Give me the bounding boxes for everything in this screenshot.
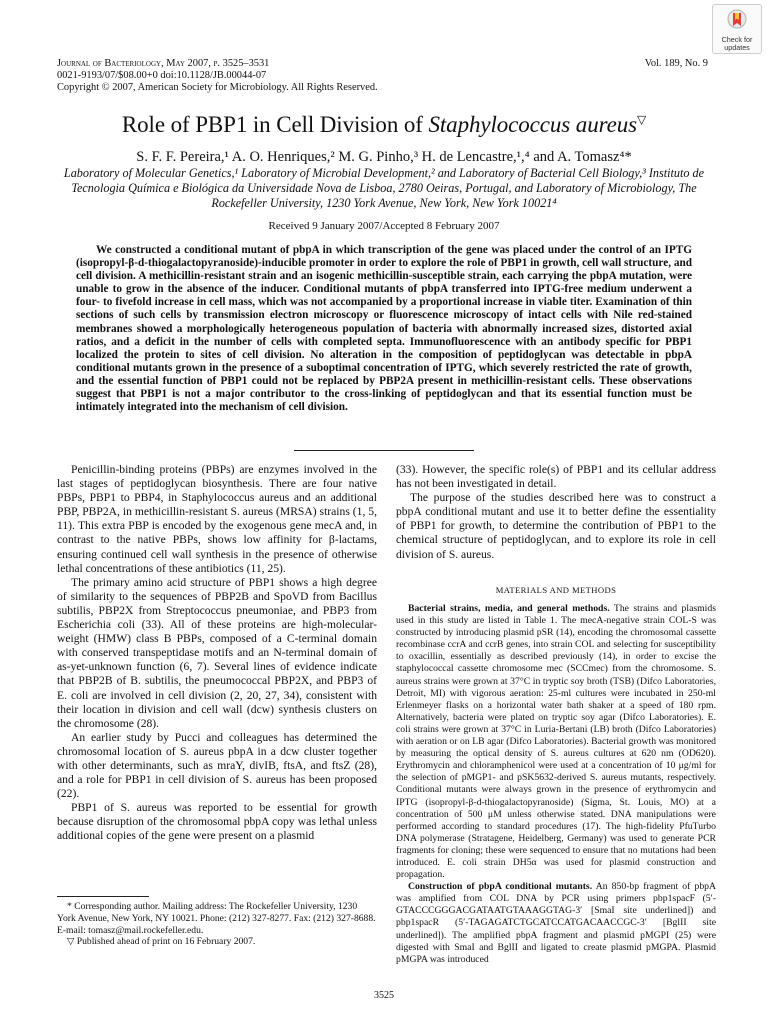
- intro-paragraph: An earlier study by Pucci and colleagues has determined the chromosomal location of S. aureus pbpA in a dcw cluster together with other determinants, such as mraY, divIB, ftsA, and ftsZ (28), and a role for PBP1 in cell division of S. aureus has been proposed (22).: [57, 730, 377, 801]
- methods-text: The strains and plasmids used in this study are listed in Table 1. The mecA-negative strain COL-S was constructed by introducing plasmid pSR (14), encoding the chromosomal cassette recombinase ccrA and ccrB genes, into strain COL and selecting for susceptibility to oxacillin, essentially as described previously (14), in order to excise the staphylococcal cassette chromosome mec (SCCmec) from the chromosome. S. aureus strains were grown at 37°C in tryptic soy broth (TSB) (Difco Laboratories, Detroit, MI) with vigorous aeration: 25-ml cultures were incubated in 250-ml Erlenmeyer flasks on a horizontal water bath shaker at a speed of 180 rpm. Alternatively, bacteria were plated on tryptic soy agar (Difco Laboratories). E. coli strains were grown at 37°C in Luria-Bertani (LB) broth (Difco Laboratories) with aeration or on LB agar (Difco Laboratories). Bacterial growth was monitored by measuring the optical density of S. aureus cultures at 620 nm (OD620). Erythromycin and chloramphenicol were used at a concentration of 10 μg/ml for the selection of pMGP1- and pSK5632-derived S. aureus mutants, respectively. Conditional mutants were always grown in the presence of erythromycin and IPTG (isopropyl-β-d-thiogalactopyranoside) (Sigma, St. Louis, MO) at a concentration of 500 μM unless otherwise stated. DNA manipulations were performed according to standard procedures (17). The high-fidelity PfuTurbo DNA polymerase (Stratagene, Heidelberg, Germany) was used to generate PCR fragments for cloning; these were sequenced to ensure that no mutations had been introduced. E. coli strain DH5α was used for plasmid construction and propagation.: [396, 603, 716, 881]
- methods-section: [396, 603, 716, 966]
- methods-paragraph: [396, 881, 716, 966]
- footnote-corresponding-author: * Corresponding author. Mailing address: The Rockefeller University, 1230 York Avenue, New York, NY 10021. Phone: (212) 327-8277. Fax: (212) 327-8688. E-mail: tomasz@mail.rockefeller.edu.: [57, 901, 376, 936]
- footnote-divider: [57, 896, 149, 897]
- intro-right-column: [396, 463, 716, 562]
- volume-issue: Vol. 189, No. 9: [644, 58, 708, 69]
- methods-subheading: Bacterial strains, media, and general methods.: [408, 603, 610, 614]
- abstract-text: We constructed a conditional mutant of pbpA in which transcription of the gene was placed under the control of an IPTG (isopropyl-β-d-thiogalactopyranoside)-inducible promoter in order to explore the role of PBP1 in growth, cell wall structure, and cell division. A methicillin-resistant strain and an isogenic methicillin-susceptible strain, each carrying the pbpA mutation, were unable to grow in the absence of the inducer. Conditional mutants of pbpA transferred into IPTG-free medium underwent a four- to fivefold increase in cell mass, which was not accompanied by a proportional increase in viable titer. Examination of thin sections of such cells by transmission electron microscopy or fluorescence microscopy of intact cells with Nile red-stained membranes showed a morphologically heterogeneous population of bacteria with abnormally increased sizes, distorted axial ratios, and a deficit in the number of cells with completed septa. Immunofluorescence with an antibody specific for PBP1 localized the protein to sites of cell division. No alteration in the composition of peptidoglycan was detectable in pbpA conditional mutants grown in the presence of a suboptimal concentration of IPTG, which severely restricted the rate of growth, and the essential function of PBP1 could not be replaced by PBP2A present in methicillin-resistant cells. These observations suggest that PBP1 is not a major contributor to the cross-linking of peptidoglycan and that its essential function must be intimately integrated into the mechanism of cell division.: [76, 244, 692, 414]
- intro-paragraph: PBP1 of S. aureus was reported to be essential for growth because disruption of the chromosomal pbpA copy was lethal unless additional copies of the gene were present on a plasmid: [57, 801, 377, 843]
- badge-label: Check for updates: [721, 35, 753, 52]
- title-text: Role of PBP1 in Cell Division of: [121, 112, 429, 137]
- article-title: [0, 112, 768, 138]
- abstract: [76, 244, 692, 414]
- check-for-updates-badge[interactable]: [712, 4, 762, 54]
- intro-paragraph: Penicillin-binding proteins (PBPs) are enzymes involved in the last stages of peptidoglycan biosynthesis. There are four native PBPs, PBP1 to PBP4, in Staphylococcus aureus and an additional PBP, PBP2A, in methicillin-resistant S. aureus (MRSA) strains (1, 5, 11). This extra PBP is encoded by the exogenous gene mecA and, in contrast to the native PBPs, shows low affinity for β-lactams, ensuring continued cell wall synthesis in the presence of otherwise lethal concentrations of these antibiotics (11, 25).: [57, 463, 377, 575]
- author-list: S. F. F. Pereira,¹ A. O. Henriques,² M. G. Pinho,³ H. de Lencastre,¹,⁴ and A. Tomasz⁴*: [136, 149, 632, 165]
- title-organism: Staphylococcus aureus: [428, 112, 637, 137]
- journal-citation: Journal of Bacteriology, May 2007, p. 3525–3531: [57, 58, 270, 69]
- intro-paragraph: The purpose of the studies described here was to construct a pbpA conditional mutant and use it to better define the essentiality of PBP1 for growth, to determine the contribution of PBP1 to the chemical structure of peptidoglycan, and to explore its role in cell division of S. aureus.: [396, 491, 716, 561]
- bookmark-ribbon-icon: [727, 9, 747, 31]
- intro-paragraph: The primary amino acid structure of PBP1 shows a high degree of similarity to the sequences of PBP2B and SpoVD from Bacillus subtilis, PBP2X from Streptococcus pneumoniae, and PBP3 from Escherichia coli (33). All of these proteins are high-molecular-weight (HMW) class B PBPs, composed of a C-terminal domain with conserved transpeptidase motifs and an N-terminal domain of as-yet-unknown function (6, 7). Several lines of evidence indicate that PBP2B of B. subtilis, the pneumococcal PBP2X, and PBP3 of E. coli are involved in cell division (2, 20, 27, 34), consistent with their location in division and cell wall (dcw) synthesis clusters on the chromosome (28).: [57, 575, 377, 730]
- footnote-published-ahead: ▽ Published ahead of print on 16 February 2007.: [67, 936, 256, 948]
- methods-paragraph: [396, 603, 716, 881]
- page-number: 3525: [374, 990, 394, 1001]
- intro-paragraph: (33). However, the specific role(s) of PBP1 and its cellular address has not been investigated in detail.: [396, 463, 716, 491]
- footnotes: [57, 901, 377, 948]
- title-mark: ▽: [636, 112, 647, 127]
- methods-subheading: Construction of pbpA conditional mutants.: [408, 881, 593, 893]
- intro-left-column: [57, 463, 377, 844]
- issn-doi: 0021-9193/07/$08.00+0 doi:10.1128/JB.00044-07: [57, 70, 267, 81]
- received-dates: Received 9 January 2007/Accepted 8 February 2007: [268, 220, 500, 232]
- affiliations: Laboratory of Molecular Genetics,¹ Laboratory of Microbial Development,² and Laboratory of Bacterial Cell Biology,³ Instituto de Tecnologia Química e Biológica da Universidade Nova de Lisboa, 2780 Oeiras, Portugal, and Laboratory of Microbiology, The Rockefeller University, 1230 York Avenue, New York, New York 10021⁴: [63, 166, 705, 210]
- copyright-line: Copyright © 2007, American Society for Microbiology. All Rights Reserved.: [57, 82, 378, 93]
- methods-text: An 850-bp fragment of pbpA was amplified from COL DNA by PCR using primers pbp1spacF (5′-GTACCCGGGACGATAATGTAAAGGTAG-3′ [SmaI site underlined]) and pbp1spacR (5′-TAGAGATCTGCATCCATGACAACCGC-3′ [BglII site underlined]). The amplified pbpA fragment and plasmid pMGPI (25) were digested with SmaI and BglII and ligated to create plasmid pMGPA. Plasmid pMGPA was introduced: [396, 881, 717, 965]
- methods-heading: MATERIALS AND METHODS: [495, 585, 617, 595]
- section-divider: [294, 450, 474, 451]
